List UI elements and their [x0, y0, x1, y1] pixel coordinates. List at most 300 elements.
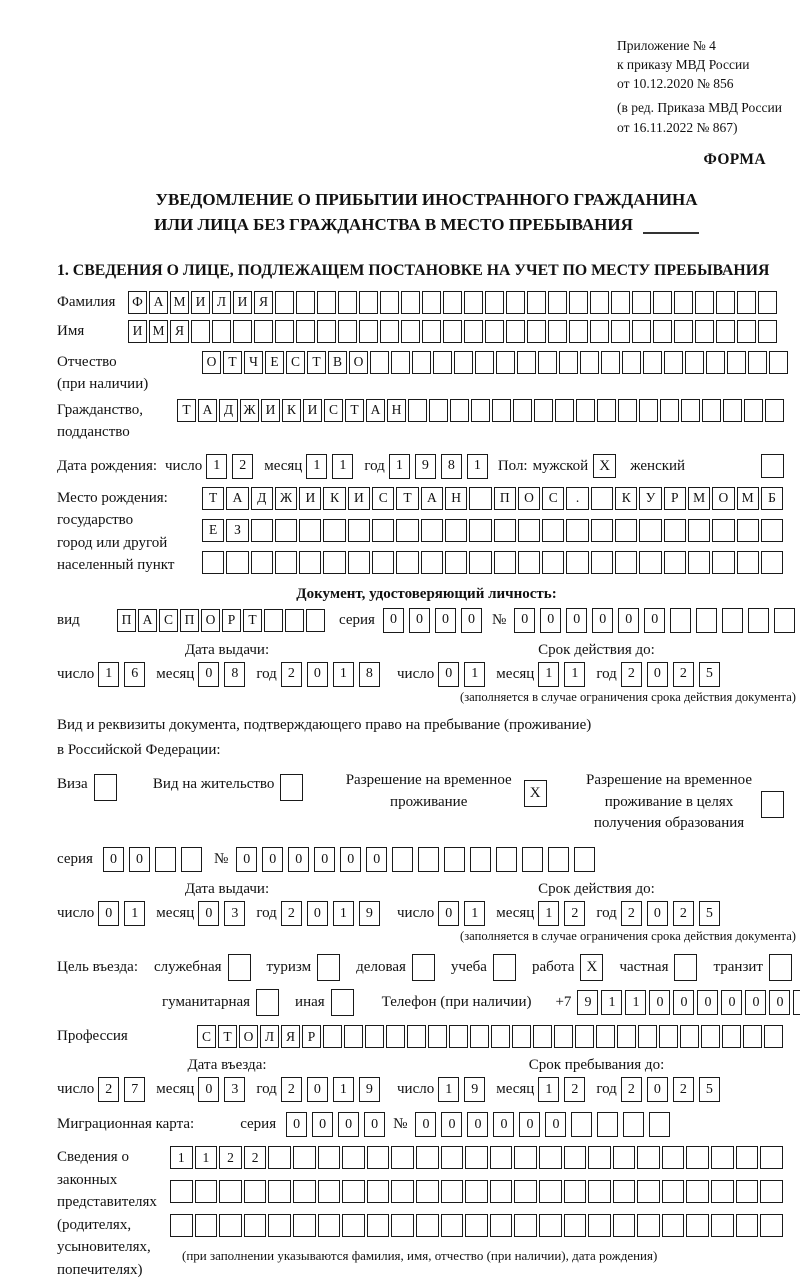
char-cell[interactable]: Т	[177, 399, 196, 422]
char-cell[interactable]	[622, 351, 641, 374]
char-cell[interactable]: 1	[438, 1077, 459, 1102]
char-cell[interactable]: У	[639, 487, 661, 510]
char-cell[interactable]	[611, 320, 630, 343]
char-cell[interactable]	[712, 519, 734, 542]
char-cell[interactable]	[539, 1180, 562, 1203]
char-cell[interactable]	[559, 351, 578, 374]
char-cell[interactable]	[491, 1025, 510, 1048]
char-cell[interactable]	[566, 519, 588, 542]
stay-until-month[interactable]	[538, 1077, 585, 1102]
char-cell[interactable]	[306, 609, 325, 632]
char-cell[interactable]	[793, 990, 800, 1015]
char-cell[interactable]: Т	[223, 351, 242, 374]
char-cell[interactable]	[597, 399, 616, 422]
char-cell[interactable]: 0	[198, 1077, 219, 1102]
char-cell[interactable]: М	[149, 320, 168, 343]
char-cell[interactable]: .	[566, 487, 588, 510]
purpose-other-checkbox[interactable]	[331, 989, 354, 1016]
char-cell[interactable]	[574, 847, 595, 872]
char-cell[interactable]	[542, 551, 564, 574]
char-cell[interactable]: 2	[244, 1146, 267, 1169]
char-cell[interactable]	[638, 1025, 657, 1048]
purpose-transit-checkbox[interactable]	[769, 954, 792, 981]
purpose-official-checkbox[interactable]	[228, 954, 251, 981]
char-cell[interactable]: А	[198, 399, 217, 422]
char-cell[interactable]: 0	[721, 990, 742, 1015]
char-cell[interactable]	[412, 351, 431, 374]
char-cell[interactable]: И	[303, 399, 322, 422]
char-cell[interactable]	[251, 551, 273, 574]
permit-series-field[interactable]	[103, 847, 202, 872]
char-cell[interactable]	[429, 399, 448, 422]
char-cell[interactable]	[170, 1180, 193, 1203]
purpose-tourism-checkbox[interactable]	[317, 954, 340, 981]
char-cell[interactable]: Ж	[240, 399, 259, 422]
char-cell[interactable]	[464, 320, 483, 343]
char-cell[interactable]: 3	[224, 901, 245, 926]
char-cell[interactable]	[518, 519, 540, 542]
char-cell[interactable]: 1	[564, 662, 585, 687]
char-cell[interactable]	[591, 487, 613, 510]
char-cell[interactable]: Ф	[128, 291, 147, 314]
char-cell[interactable]	[275, 551, 297, 574]
char-cell[interactable]	[485, 320, 504, 343]
char-cell[interactable]: 1	[601, 990, 622, 1015]
char-cell[interactable]: 0	[438, 901, 459, 926]
char-cell[interactable]	[365, 1025, 384, 1048]
char-cell[interactable]	[391, 351, 410, 374]
char-cell[interactable]	[391, 1214, 414, 1237]
char-cell[interactable]	[372, 551, 394, 574]
char-cell[interactable]: 0	[312, 1112, 333, 1137]
char-cell[interactable]	[575, 1025, 594, 1048]
char-cell[interactable]: А	[421, 487, 443, 510]
char-cell[interactable]: 0	[415, 1112, 436, 1137]
char-cell[interactable]	[569, 320, 588, 343]
char-cell[interactable]	[344, 1025, 363, 1048]
char-cell[interactable]: П	[180, 609, 199, 632]
char-cell[interactable]: 7	[124, 1077, 145, 1102]
char-cell[interactable]	[674, 320, 693, 343]
char-cell[interactable]: М	[737, 487, 759, 510]
char-cell[interactable]: 9	[359, 1077, 380, 1102]
char-cell[interactable]	[744, 399, 763, 422]
char-cell[interactable]	[470, 847, 491, 872]
char-cell[interactable]	[617, 1025, 636, 1048]
char-cell[interactable]: О	[202, 351, 221, 374]
char-cell[interactable]	[475, 351, 494, 374]
char-cell[interactable]: Е	[265, 351, 284, 374]
char-cell[interactable]: Т	[218, 1025, 237, 1048]
char-cell[interactable]	[639, 399, 658, 422]
char-cell[interactable]: З	[226, 519, 248, 542]
char-cell[interactable]	[416, 1146, 439, 1169]
char-cell[interactable]	[769, 351, 788, 374]
char-cell[interactable]	[555, 399, 574, 422]
char-cell[interactable]	[737, 291, 756, 314]
char-cell[interactable]: 1	[333, 901, 354, 926]
char-cell[interactable]	[513, 399, 532, 422]
char-cell[interactable]: О	[239, 1025, 258, 1048]
char-cell[interactable]	[702, 399, 721, 422]
purpose-private-checkbox[interactable]	[674, 954, 697, 981]
char-cell[interactable]	[664, 551, 686, 574]
char-cell[interactable]	[748, 608, 769, 633]
char-cell[interactable]: 0	[540, 608, 561, 633]
char-cell[interactable]: 9	[415, 454, 436, 479]
entry-day[interactable]	[98, 1077, 145, 1102]
char-cell[interactable]: О	[518, 487, 540, 510]
char-cell[interactable]: 0	[673, 990, 694, 1015]
char-cell[interactable]	[566, 551, 588, 574]
char-cell[interactable]: 1	[464, 901, 485, 926]
char-cell[interactable]: Л	[260, 1025, 279, 1048]
permit-issue-year[interactable]	[281, 901, 380, 926]
char-cell[interactable]	[564, 1180, 587, 1203]
char-cell[interactable]	[396, 551, 418, 574]
char-cell[interactable]	[212, 320, 231, 343]
char-cell[interactable]	[518, 551, 540, 574]
char-cell[interactable]	[285, 609, 304, 632]
char-cell[interactable]	[711, 1214, 734, 1237]
char-cell[interactable]	[639, 551, 661, 574]
char-cell[interactable]: 2	[621, 901, 642, 926]
char-cell[interactable]	[268, 1214, 291, 1237]
char-cell[interactable]	[758, 291, 777, 314]
char-cell[interactable]	[711, 1180, 734, 1203]
char-cell[interactable]: 5	[699, 662, 720, 687]
purpose-business-checkbox[interactable]	[412, 954, 435, 981]
purpose-humanitarian-checkbox[interactable]	[256, 989, 279, 1016]
char-cell[interactable]: 0	[697, 990, 718, 1015]
char-cell[interactable]	[367, 1146, 390, 1169]
birth-place-row1[interactable]	[202, 487, 783, 510]
char-cell[interactable]: 1	[538, 1077, 559, 1102]
surname-field[interactable]	[128, 291, 777, 314]
char-cell[interactable]	[386, 1025, 405, 1048]
char-cell[interactable]	[338, 291, 357, 314]
char-cell[interactable]: 0	[647, 901, 668, 926]
char-cell[interactable]	[542, 519, 564, 542]
char-cell[interactable]	[596, 1025, 615, 1048]
char-cell[interactable]: Д	[251, 487, 273, 510]
char-cell[interactable]: 0	[98, 901, 119, 926]
residence-permit-checkbox[interactable]	[280, 774, 303, 801]
char-cell[interactable]: О	[201, 609, 220, 632]
char-cell[interactable]: 0	[566, 608, 587, 633]
char-cell[interactable]	[517, 351, 536, 374]
char-cell[interactable]: 8	[441, 454, 462, 479]
char-cell[interactable]	[512, 1025, 531, 1048]
char-cell[interactable]	[251, 519, 273, 542]
char-cell[interactable]	[576, 399, 595, 422]
char-cell[interactable]: 0	[769, 990, 790, 1015]
char-cell[interactable]	[569, 291, 588, 314]
char-cell[interactable]: Б	[761, 487, 783, 510]
char-cell[interactable]	[367, 1214, 390, 1237]
char-cell[interactable]: 0	[338, 1112, 359, 1137]
char-cell[interactable]	[758, 320, 777, 343]
char-cell[interactable]	[441, 1214, 464, 1237]
char-cell[interactable]: 2	[673, 901, 694, 926]
char-cell[interactable]	[615, 519, 637, 542]
char-cell[interactable]: 2	[281, 662, 302, 687]
char-cell[interactable]: 0	[366, 847, 387, 872]
char-cell[interactable]: 1	[98, 662, 119, 687]
char-cell[interactable]: 2	[621, 662, 642, 687]
char-cell[interactable]: Д	[219, 399, 238, 422]
char-cell[interactable]	[736, 1180, 759, 1203]
char-cell[interactable]: 0	[618, 608, 639, 633]
char-cell[interactable]	[318, 1214, 341, 1237]
temp-residence-checkbox[interactable]: X	[524, 780, 547, 807]
char-cell[interactable]	[637, 1214, 660, 1237]
char-cell[interactable]: П	[494, 487, 516, 510]
char-cell[interactable]: 1	[306, 454, 327, 479]
char-cell[interactable]	[506, 320, 525, 343]
char-cell[interactable]	[454, 351, 473, 374]
char-cell[interactable]: К	[282, 399, 301, 422]
char-cell[interactable]	[527, 320, 546, 343]
char-cell[interactable]: О	[712, 487, 734, 510]
char-cell[interactable]: И	[128, 320, 147, 343]
char-cell[interactable]	[449, 1025, 468, 1048]
permit-number-field[interactable]	[236, 847, 595, 872]
char-cell[interactable]: 0	[438, 662, 459, 687]
char-cell[interactable]: Т	[243, 609, 262, 632]
char-cell[interactable]	[637, 1180, 660, 1203]
char-cell[interactable]	[539, 1214, 562, 1237]
char-cell[interactable]	[722, 608, 743, 633]
char-cell[interactable]: 1	[170, 1146, 193, 1169]
char-cell[interactable]: 2	[564, 1077, 585, 1102]
entry-month[interactable]	[198, 1077, 245, 1102]
char-cell[interactable]: 2	[219, 1146, 242, 1169]
char-cell[interactable]: 0	[103, 847, 124, 872]
char-cell[interactable]: 0	[649, 990, 670, 1015]
char-cell[interactable]	[268, 1180, 291, 1203]
char-cell[interactable]: 1	[206, 454, 227, 479]
char-cell[interactable]	[445, 519, 467, 542]
char-cell[interactable]: И	[348, 487, 370, 510]
char-cell[interactable]: 2	[673, 662, 694, 687]
char-cell[interactable]: А	[226, 487, 248, 510]
char-cell[interactable]	[181, 847, 202, 872]
char-cell[interactable]: К	[323, 487, 345, 510]
char-cell[interactable]	[649, 1112, 670, 1137]
char-cell[interactable]: Н	[445, 487, 467, 510]
char-cell[interactable]	[588, 1180, 611, 1203]
char-cell[interactable]	[623, 1112, 644, 1137]
char-cell[interactable]: С	[542, 487, 564, 510]
char-cell[interactable]	[494, 551, 516, 574]
char-cell[interactable]	[737, 519, 759, 542]
char-cell[interactable]: В	[328, 351, 347, 374]
char-cell[interactable]: 0	[435, 608, 456, 633]
char-cell[interactable]	[736, 1146, 759, 1169]
given-name-field[interactable]	[128, 320, 777, 343]
char-cell[interactable]	[219, 1214, 242, 1237]
char-cell[interactable]: 8	[224, 662, 245, 687]
char-cell[interactable]: 0	[307, 1077, 328, 1102]
entry-year[interactable]	[281, 1077, 380, 1102]
char-cell[interactable]: 1	[389, 454, 410, 479]
char-cell[interactable]: 0	[262, 847, 283, 872]
permit-expiry-year[interactable]	[621, 901, 720, 926]
birth-month-boxes[interactable]	[306, 454, 353, 479]
char-cell[interactable]	[681, 399, 700, 422]
char-cell[interactable]	[522, 847, 543, 872]
permit-issue-month[interactable]	[198, 901, 245, 926]
char-cell[interactable]: 3	[224, 1077, 245, 1102]
char-cell[interactable]	[539, 1146, 562, 1169]
char-cell[interactable]: 9	[464, 1077, 485, 1102]
char-cell[interactable]	[490, 1180, 513, 1203]
char-cell[interactable]	[421, 551, 443, 574]
char-cell[interactable]: 2	[621, 1077, 642, 1102]
char-cell[interactable]	[244, 1180, 267, 1203]
char-cell[interactable]: М	[170, 291, 189, 314]
char-cell[interactable]	[685, 351, 704, 374]
char-cell[interactable]	[533, 1025, 552, 1048]
char-cell[interactable]	[737, 320, 756, 343]
char-cell[interactable]	[727, 351, 746, 374]
char-cell[interactable]	[268, 1146, 291, 1169]
char-cell[interactable]	[514, 1214, 537, 1237]
char-cell[interactable]	[471, 399, 490, 422]
char-cell[interactable]	[639, 519, 661, 542]
char-cell[interactable]	[465, 1214, 488, 1237]
char-cell[interactable]	[170, 1214, 193, 1237]
char-cell[interactable]: Р	[664, 487, 686, 510]
char-cell[interactable]: 5	[699, 1077, 720, 1102]
char-cell[interactable]	[293, 1180, 316, 1203]
char-cell[interactable]	[342, 1146, 365, 1169]
birth-day-boxes[interactable]	[206, 454, 253, 479]
char-cell[interactable]	[653, 320, 672, 343]
char-cell[interactable]	[659, 1025, 678, 1048]
char-cell[interactable]: С	[197, 1025, 216, 1048]
char-cell[interactable]: 1	[538, 901, 559, 926]
char-cell[interactable]	[299, 519, 321, 542]
visa-checkbox[interactable]	[94, 774, 117, 801]
char-cell[interactable]: 9	[577, 990, 598, 1015]
char-cell[interactable]: 0	[198, 662, 219, 687]
char-cell[interactable]	[588, 1146, 611, 1169]
char-cell[interactable]	[737, 551, 759, 574]
permit-expiry-day[interactable]	[438, 901, 485, 926]
char-cell[interactable]	[688, 519, 710, 542]
char-cell[interactable]	[380, 320, 399, 343]
char-cell[interactable]: 0	[129, 847, 150, 872]
char-cell[interactable]: 2	[98, 1077, 119, 1102]
purpose-work-checkbox[interactable]: X	[580, 954, 603, 981]
char-cell[interactable]	[422, 291, 441, 314]
char-cell[interactable]: 0	[644, 608, 665, 633]
char-cell[interactable]: А	[366, 399, 385, 422]
char-cell[interactable]	[716, 320, 735, 343]
char-cell[interactable]	[296, 320, 315, 343]
char-cell[interactable]	[686, 1180, 709, 1203]
char-cell[interactable]	[664, 519, 686, 542]
char-cell[interactable]	[317, 291, 336, 314]
char-cell[interactable]	[514, 1146, 537, 1169]
char-cell[interactable]: С	[324, 399, 343, 422]
birth-place-row3[interactable]	[202, 551, 783, 574]
char-cell[interactable]: 9	[359, 901, 380, 926]
char-cell[interactable]: 0	[286, 1112, 307, 1137]
char-cell[interactable]	[392, 847, 413, 872]
char-cell[interactable]: А	[149, 291, 168, 314]
char-cell[interactable]	[494, 519, 516, 542]
char-cell[interactable]	[465, 1180, 488, 1203]
char-cell[interactable]	[443, 320, 462, 343]
char-cell[interactable]	[591, 519, 613, 542]
char-cell[interactable]	[155, 847, 176, 872]
char-cell[interactable]	[401, 291, 420, 314]
char-cell[interactable]	[418, 847, 439, 872]
char-cell[interactable]	[496, 351, 515, 374]
char-cell[interactable]: П	[117, 609, 136, 632]
char-cell[interactable]: 0	[383, 608, 404, 633]
char-cell[interactable]	[695, 291, 714, 314]
char-cell[interactable]	[534, 399, 553, 422]
representatives-row2[interactable]	[170, 1180, 783, 1203]
char-cell[interactable]: Я	[254, 291, 273, 314]
char-cell[interactable]	[464, 291, 483, 314]
char-cell[interactable]	[597, 1112, 618, 1137]
char-cell[interactable]: 0	[519, 1112, 540, 1137]
char-cell[interactable]: 1	[124, 901, 145, 926]
char-cell[interactable]	[416, 1180, 439, 1203]
char-cell[interactable]	[748, 351, 767, 374]
char-cell[interactable]: 0	[461, 608, 482, 633]
char-cell[interactable]: Р	[302, 1025, 321, 1048]
char-cell[interactable]	[422, 320, 441, 343]
permit-expiry-month[interactable]	[538, 901, 585, 926]
char-cell[interactable]	[774, 608, 795, 633]
char-cell[interactable]	[548, 847, 569, 872]
char-cell[interactable]	[244, 1214, 267, 1237]
char-cell[interactable]	[695, 320, 714, 343]
char-cell[interactable]	[396, 519, 418, 542]
identity-expiry-day[interactable]	[438, 662, 485, 687]
char-cell[interactable]	[233, 320, 252, 343]
char-cell[interactable]: 2	[673, 1077, 694, 1102]
char-cell[interactable]	[527, 291, 546, 314]
char-cell[interactable]: 6	[124, 662, 145, 687]
identity-issue-year[interactable]	[281, 662, 380, 687]
sex-female-checkbox[interactable]	[761, 454, 784, 478]
char-cell[interactable]	[469, 551, 491, 574]
char-cell[interactable]	[323, 551, 345, 574]
char-cell[interactable]	[490, 1146, 513, 1169]
char-cell[interactable]: 1	[538, 662, 559, 687]
char-cell[interactable]	[615, 551, 637, 574]
char-cell[interactable]: 0	[745, 990, 766, 1015]
permit-issue-day[interactable]	[98, 901, 145, 926]
char-cell[interactable]	[191, 320, 210, 343]
char-cell[interactable]	[696, 608, 717, 633]
char-cell[interactable]: Н	[387, 399, 406, 422]
char-cell[interactable]	[445, 551, 467, 574]
char-cell[interactable]	[591, 551, 613, 574]
char-cell[interactable]: 1	[464, 662, 485, 687]
char-cell[interactable]	[711, 1146, 734, 1169]
char-cell[interactable]: 5	[699, 901, 720, 926]
char-cell[interactable]	[580, 351, 599, 374]
char-cell[interactable]: И	[233, 291, 252, 314]
